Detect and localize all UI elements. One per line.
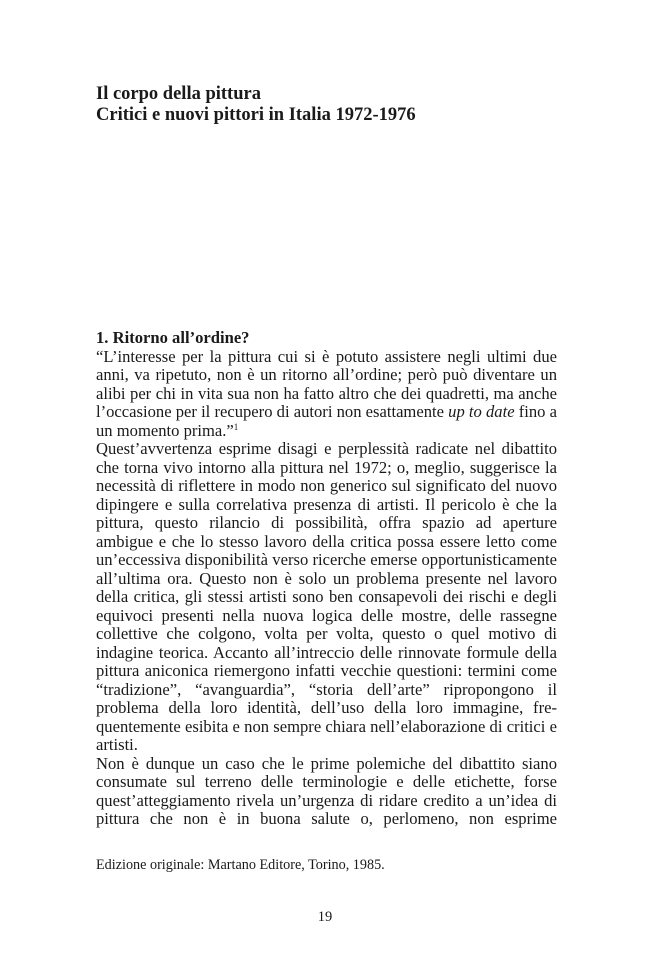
paragraph: Non è dunque un caso che le prime polemiche del dibattito siano consumate sul terreno delle terminologie e delle etichette, forse quest’atteggiamento rivela un’urgenza di ridare credito a un’idea di pittura che non è in buona salute o, perlomeno, non esprime bbox=[96, 753, 557, 828]
title-line-1: Il corpo della pittura bbox=[96, 84, 261, 104]
quote-italic: up to date bbox=[448, 402, 515, 421]
body-text bbox=[96, 329, 557, 829]
quote-text-end: fino a un momento prima.” bbox=[96, 402, 557, 440]
title-line-2: Critici e nuovi pittori in Italia 1972-1976 bbox=[96, 105, 416, 125]
quote-text: “L’interesse per la pittura cui si è potuto assistere negli ultimi due anni, va ripetuto, non è un ritorno all’ordine; però può diventare un alibi per chi in vita sua non ha fatto altro che dei quadretti, ma anche l’occasione per il recupero di autori non esattamente bbox=[96, 346, 557, 421]
paragraph: Quest’avvertenza esprime disagi e perplessità radicate nel dibattito che torna vivo intorno alla pittura nel 1972; o, meglio, suggerisce la necessità di riflettere in modo non generico sul significato del nuovo dipingere e sulla correlativa presenza di artisti. Il pericolo è che la pittura, questo rilancio di possibilità, offra spazio ad aperture ambigue e che lo stesso lavoro della critica possa essere letto come un’eccessiva disponibilità verso ricerche emerse opportunisticamente all’ultima ora. Questo non è solo un problema presente nel lavoro della critica, gli stessi artisti sono ben consapevoli dei rischi e degli equivoci presenti nella nuova logica delle mostre, delle rassegne collettive che colgono, volta per volta, questo o quel motivo di indagine teorica. Accanto all’intreccio delle rinnovate formule della pittura aniconica riemergono infatti vecchie questioni: termini come “tradizione”, “avanguardia”, “storia dell’arte” ripropongono il problema della loro identità, dell’uso della loro immagine, frequentemente esibita e non sempre chiara nell’elaborazione di critici e artisti. bbox=[96, 439, 557, 754]
page-title bbox=[96, 84, 566, 126]
footnote-marker: 1 bbox=[233, 421, 239, 432]
section-heading: 1. Ritorno all’ordine? bbox=[96, 328, 250, 347]
page-number: 19 bbox=[317, 909, 333, 925]
quote-paragraph bbox=[96, 348, 557, 441]
footnote-edition: Edizione originale: Martano Editore, Torino, 1985. bbox=[96, 857, 385, 873]
